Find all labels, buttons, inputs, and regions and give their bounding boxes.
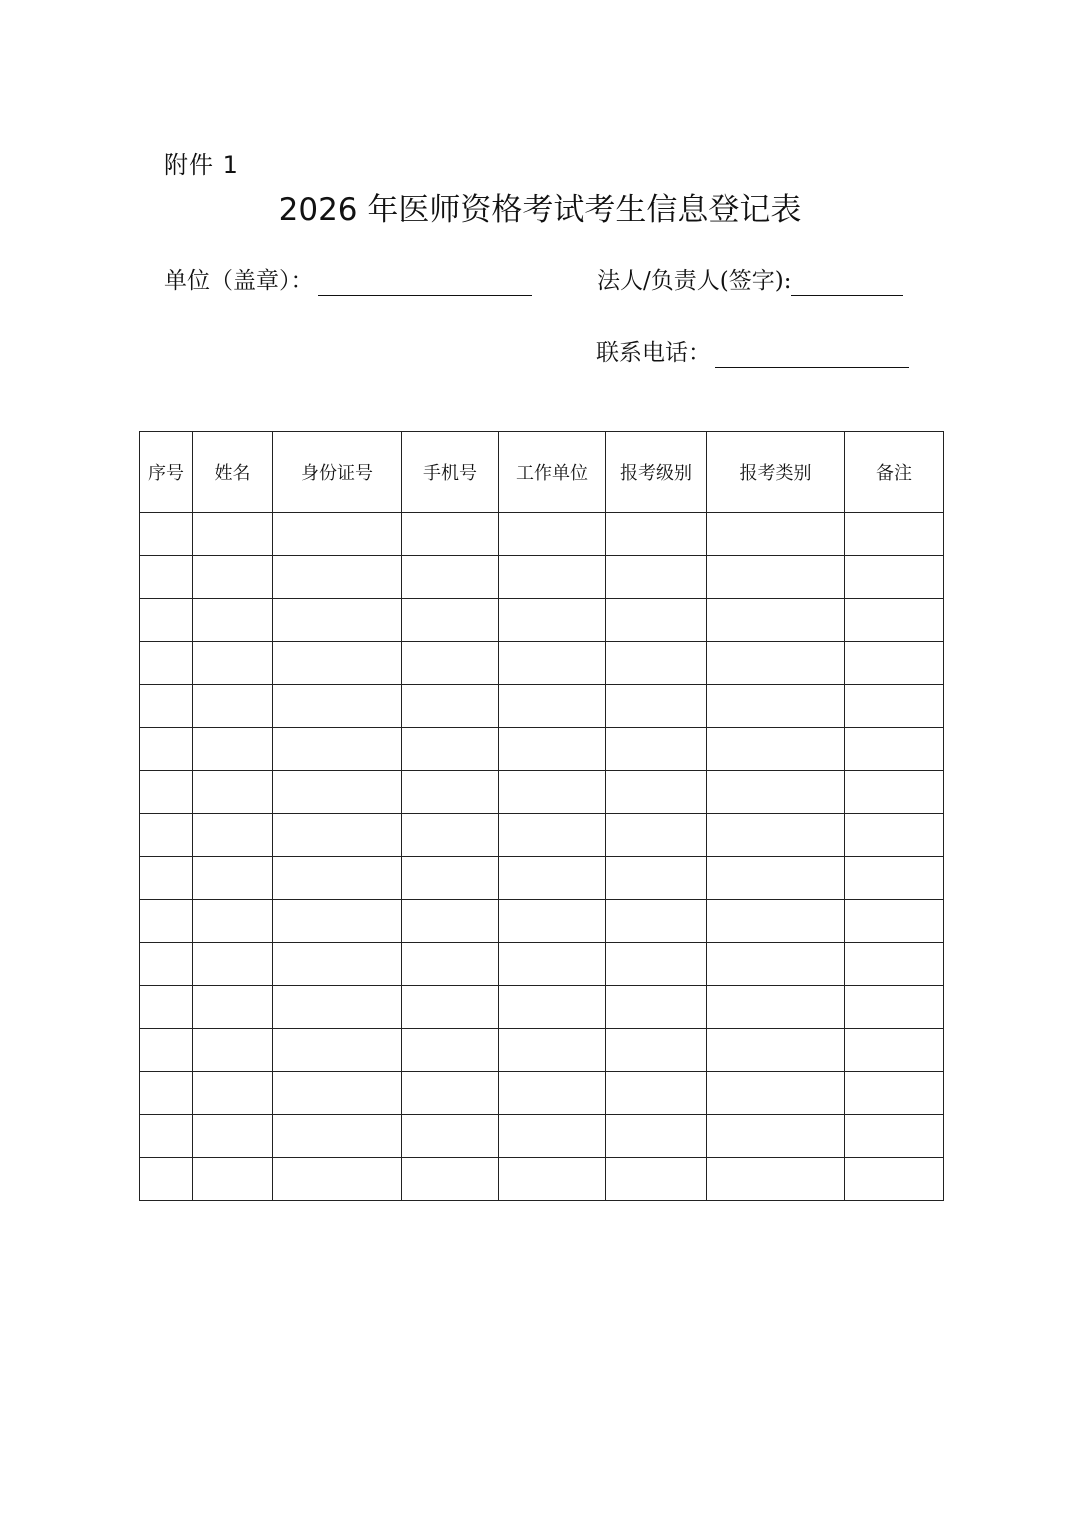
table-cell[interactable] — [193, 1115, 273, 1158]
table-cell[interactable] — [606, 685, 707, 728]
table-cell[interactable] — [273, 1072, 402, 1115]
table-cell[interactable] — [707, 814, 845, 857]
table-cell[interactable] — [273, 986, 402, 1029]
table-cell[interactable] — [193, 857, 273, 900]
table-cell[interactable] — [273, 599, 402, 642]
table-cell[interactable] — [140, 1158, 193, 1201]
table-cell[interactable] — [606, 900, 707, 943]
table-cell[interactable] — [707, 513, 845, 556]
table-cell[interactable] — [499, 599, 606, 642]
table-cell[interactable] — [606, 1029, 707, 1072]
table-cell[interactable] — [707, 900, 845, 943]
table-cell[interactable] — [499, 986, 606, 1029]
table-cell[interactable] — [140, 814, 193, 857]
table-cell[interactable] — [193, 685, 273, 728]
table-cell[interactable] — [402, 1029, 499, 1072]
table-cell[interactable] — [273, 1115, 402, 1158]
table-cell[interactable] — [606, 728, 707, 771]
table-row — [140, 771, 944, 814]
table-cell[interactable] — [499, 728, 606, 771]
header-exam-level: 报考级别 — [606, 432, 707, 513]
table-cell[interactable] — [193, 1072, 273, 1115]
table-cell[interactable] — [845, 685, 944, 728]
table-cell[interactable] — [845, 556, 944, 599]
attachment-label: 附件 1 — [164, 151, 239, 179]
table-cell[interactable] — [707, 599, 845, 642]
table-row — [140, 556, 944, 599]
table-cell[interactable] — [606, 599, 707, 642]
table-cell[interactable] — [402, 728, 499, 771]
table-row — [140, 986, 944, 1029]
table-cell[interactable] — [707, 986, 845, 1029]
header-exam-category: 报考类别 — [707, 432, 845, 513]
table-cell[interactable] — [606, 1115, 707, 1158]
table-cell[interactable] — [402, 642, 499, 685]
table-cell[interactable] — [402, 943, 499, 986]
header-work-unit: 工作单位 — [499, 432, 606, 513]
table-cell[interactable] — [707, 1029, 845, 1072]
contact-phone-blank[interactable] — [715, 345, 909, 368]
table-cell[interactable] — [193, 814, 273, 857]
table-cell[interactable] — [402, 1115, 499, 1158]
table-cell[interactable] — [193, 1029, 273, 1072]
table-cell[interactable] — [845, 728, 944, 771]
table-cell[interactable] — [606, 1072, 707, 1115]
table-header-row — [140, 432, 944, 513]
table-cell[interactable] — [606, 513, 707, 556]
table-row — [140, 728, 944, 771]
table-cell[interactable] — [499, 1115, 606, 1158]
table-cell[interactable] — [499, 857, 606, 900]
table-cell[interactable] — [499, 685, 606, 728]
table-cell[interactable] — [273, 857, 402, 900]
table-cell[interactable] — [845, 513, 944, 556]
table-cell[interactable] — [140, 1029, 193, 1072]
contact-phone-field — [596, 338, 909, 368]
table-cell[interactable] — [193, 986, 273, 1029]
table-cell[interactable] — [140, 771, 193, 814]
table-cell[interactable] — [193, 1158, 273, 1201]
table-cell[interactable] — [845, 1115, 944, 1158]
table-cell[interactable] — [845, 814, 944, 857]
table-cell[interactable] — [140, 900, 193, 943]
table-cell[interactable] — [402, 513, 499, 556]
registration-table — [139, 431, 944, 1201]
table-cell[interactable] — [273, 642, 402, 685]
table-cell[interactable] — [193, 513, 273, 556]
table-cell[interactable] — [193, 728, 273, 771]
table-cell[interactable] — [140, 556, 193, 599]
table-row — [140, 599, 944, 642]
table-cell[interactable] — [140, 642, 193, 685]
table-cell[interactable] — [707, 1158, 845, 1201]
table-cell[interactable] — [845, 1072, 944, 1115]
table-cell[interactable] — [707, 1072, 845, 1115]
table-cell[interactable] — [402, 986, 499, 1029]
table-cell[interactable] — [140, 513, 193, 556]
table-cell[interactable] — [707, 771, 845, 814]
table-cell[interactable] — [499, 771, 606, 814]
table-cell[interactable] — [845, 857, 944, 900]
table-cell[interactable] — [499, 1072, 606, 1115]
table-cell[interactable] — [845, 599, 944, 642]
table-cell[interactable] — [273, 728, 402, 771]
table-cell[interactable] — [193, 771, 273, 814]
table-cell[interactable] — [402, 685, 499, 728]
table-cell[interactable] — [402, 900, 499, 943]
table-cell[interactable] — [140, 1072, 193, 1115]
table-cell[interactable] — [140, 685, 193, 728]
table-cell[interactable] — [273, 1029, 402, 1072]
table-cell[interactable] — [707, 556, 845, 599]
table-cell[interactable] — [499, 1029, 606, 1072]
table-cell[interactable] — [402, 857, 499, 900]
table-cell[interactable] — [402, 814, 499, 857]
contact-phone-label: 联系电话： — [596, 340, 711, 366]
legal-signature-blank[interactable] — [791, 273, 903, 296]
table-cell[interactable] — [193, 599, 273, 642]
table-cell[interactable] — [273, 685, 402, 728]
table-row — [140, 1158, 944, 1201]
table-row — [140, 642, 944, 685]
table-cell[interactable] — [606, 986, 707, 1029]
table-cell[interactable] — [707, 857, 845, 900]
table-row — [140, 685, 944, 728]
table-row — [140, 513, 944, 556]
table-cell[interactable] — [707, 685, 845, 728]
table-body — [140, 513, 944, 1201]
table-cell[interactable] — [606, 814, 707, 857]
table-row — [140, 1115, 944, 1158]
table-cell[interactable] — [193, 900, 273, 943]
table-cell[interactable] — [845, 642, 944, 685]
header-name: 姓名 — [193, 432, 273, 513]
table-cell[interactable] — [845, 771, 944, 814]
form-title: 2026 年医师资格考试考生信息登记表 — [278, 192, 802, 228]
table-row — [140, 1072, 944, 1115]
table-cell[interactable] — [193, 556, 273, 599]
table-row — [140, 857, 944, 900]
table-cell[interactable] — [273, 900, 402, 943]
table-cell[interactable] — [193, 642, 273, 685]
table-cell[interactable] — [273, 1158, 402, 1201]
header-id-number: 身份证号 — [273, 432, 402, 513]
table-cell[interactable] — [499, 513, 606, 556]
table-cell[interactable] — [273, 513, 402, 556]
table-cell[interactable] — [845, 1029, 944, 1072]
table-cell[interactable] — [707, 1115, 845, 1158]
table-cell[interactable] — [845, 1158, 944, 1201]
table-cell[interactable] — [499, 556, 606, 599]
table-row — [140, 943, 944, 986]
table-cell[interactable] — [402, 1072, 499, 1115]
table-cell[interactable] — [845, 986, 944, 1029]
legal-signature-field — [597, 266, 903, 296]
table-cell[interactable] — [606, 771, 707, 814]
table-cell[interactable] — [707, 943, 845, 986]
table-cell[interactable] — [499, 814, 606, 857]
table-cell[interactable] — [273, 814, 402, 857]
table-cell[interactable] — [273, 556, 402, 599]
table-cell[interactable] — [606, 857, 707, 900]
table-cell[interactable] — [606, 642, 707, 685]
table-cell[interactable] — [606, 1158, 707, 1201]
table-row — [140, 900, 944, 943]
table-cell[interactable] — [140, 986, 193, 1029]
table-cell[interactable] — [499, 1158, 606, 1201]
header-remarks: 备注 — [845, 432, 944, 513]
table-cell[interactable] — [273, 943, 402, 986]
table-row — [140, 1029, 944, 1072]
table-cell[interactable] — [499, 943, 606, 986]
table-cell[interactable] — [707, 642, 845, 685]
table-cell[interactable] — [402, 1158, 499, 1201]
table-cell[interactable] — [402, 556, 499, 599]
table-cell[interactable] — [140, 943, 193, 986]
table-cell[interactable] — [606, 556, 707, 599]
table-cell[interactable] — [606, 943, 707, 986]
table-cell[interactable] — [140, 857, 193, 900]
table-cell[interactable] — [499, 642, 606, 685]
header-mobile: 手机号 — [402, 432, 499, 513]
table-cell[interactable] — [140, 728, 193, 771]
table-cell[interactable] — [193, 943, 273, 986]
table-row — [140, 814, 944, 857]
unit-seal-field — [164, 266, 532, 296]
table-cell[interactable] — [707, 728, 845, 771]
legal-signature-label: 法人/负责人(签字): — [597, 268, 792, 294]
unit-seal-blank[interactable] — [318, 273, 532, 296]
table-cell[interactable] — [845, 943, 944, 986]
table-cell[interactable] — [140, 599, 193, 642]
unit-seal-label: 单位（盖章）： — [164, 268, 314, 294]
table-cell[interactable] — [273, 771, 402, 814]
table-cell[interactable] — [402, 771, 499, 814]
header-serial-number: 序号 — [140, 432, 193, 513]
table-cell[interactable] — [402, 599, 499, 642]
table-cell[interactable] — [845, 900, 944, 943]
table-cell[interactable] — [499, 900, 606, 943]
table-cell[interactable] — [140, 1115, 193, 1158]
